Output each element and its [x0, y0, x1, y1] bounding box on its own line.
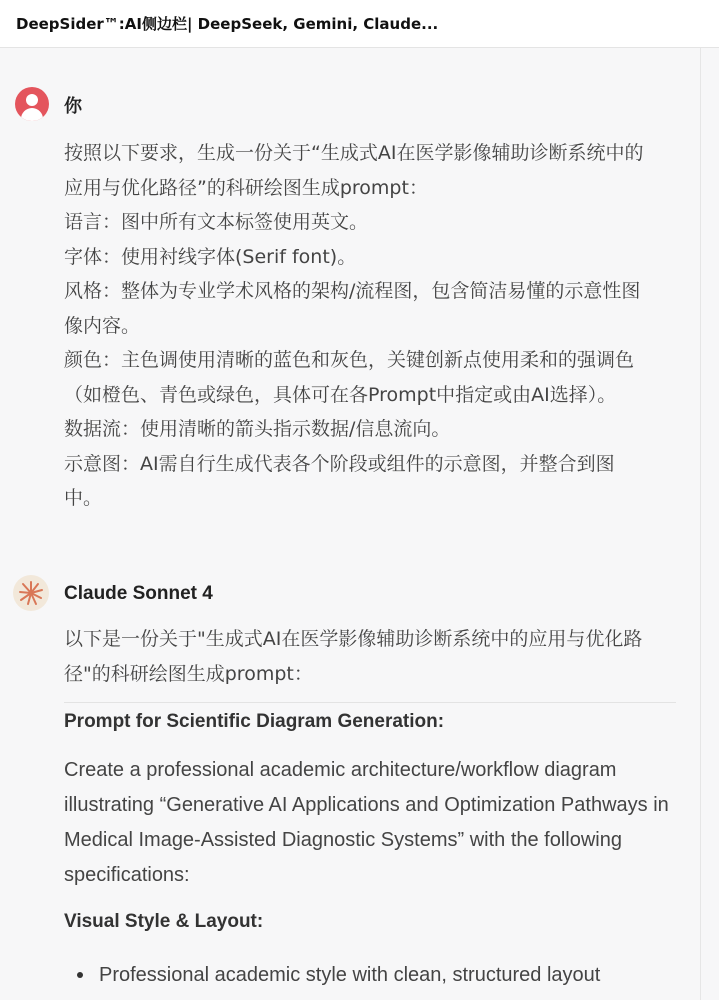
user-message-line: 语言：图中所有文本标签使用英文。	[64, 211, 369, 233]
list-item-text: Professional academic style with clean, structured layout	[99, 964, 601, 986]
user-avatar	[15, 87, 49, 121]
window-title: DeepSider™:AI侧边栏| DeepSeek, Gemini, Claude...	[16, 15, 439, 33]
user-message-line: 中。	[64, 487, 103, 509]
paragraph-line: Create a professional academic architecture/workflow diagram	[64, 759, 617, 781]
user-message-line: 颜色：主色调使用清晰的蓝色和灰色，关键创新点使用柔和的强调色	[64, 349, 635, 371]
bullet-icon	[77, 972, 83, 978]
paragraph-line: illustrating “Generative AI Applications and Optimization Pathways in	[64, 794, 669, 816]
user-message-line: 风格：整体为专业学术风格的架构/流程图，包含简洁易懂的示意性图	[64, 280, 641, 302]
ai-intro	[64, 622, 676, 692]
paragraph-line: specifications:	[64, 864, 190, 886]
ai-avatar	[13, 575, 49, 611]
ai-intro-line: 以下是一份关于"生成式AI在医学影像辅助诊断系统中的应用与优化路	[64, 628, 643, 650]
claude-starburst-icon	[18, 580, 44, 606]
visual-style-heading: Visual Style & Layout:	[64, 911, 264, 932]
user-message-line: 数据流：使用清晰的箭头指示数据/信息流向。	[64, 418, 451, 440]
user-message-body	[64, 136, 676, 516]
title-bar	[0, 0, 719, 48]
user-message-line: 像内容。	[64, 314, 141, 337]
user-message-line: 示意图：AI需自行生成代表各个阶段或组件的示意图，并整合到图	[64, 452, 615, 475]
prompt-paragraph	[64, 753, 684, 893]
user-sender-name: 你	[64, 96, 82, 117]
ai-intro-line: 径"的科研绘图生成prompt：	[64, 663, 313, 685]
ai-sender-name: Claude Sonnet 4	[64, 583, 213, 604]
section-divider	[64, 702, 676, 703]
list-item	[64, 958, 684, 992]
prompt-heading: Prompt for Scientific Diagram Generation:	[64, 711, 445, 732]
user-message-line: 按照以下要求，生成一份关于“生成式AI在医学影像辅助诊断系统中的	[64, 142, 644, 164]
scrollbar-track[interactable]	[700, 48, 701, 1000]
user-message-line: 字体：使用衬线字体(Serif font)。	[64, 245, 357, 268]
user-message-line: 应用与优化路径”的科研绘图生成prompt：	[64, 176, 428, 199]
user-message-line: （如橙色、青色或绿色，具体可在各Prompt中指定或由AI选择）。	[64, 383, 617, 406]
paragraph-line: Medical Image-Assisted Diagnostic Systems” with the following	[64, 829, 622, 851]
